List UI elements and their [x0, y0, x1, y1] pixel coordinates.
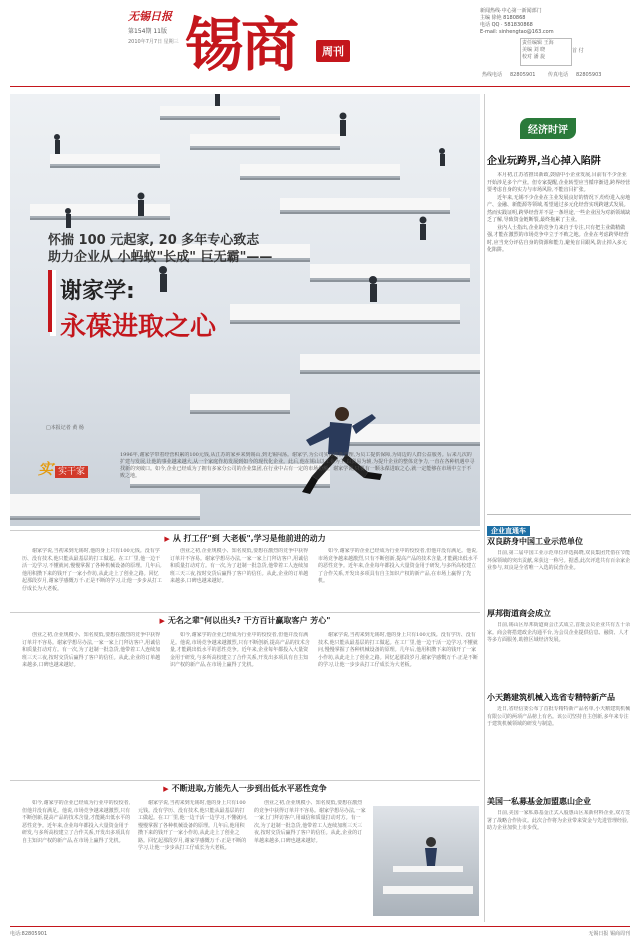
- hero-caption-text: 1996年,谢家学带着经营积累的100元钱,从江苏的家乡来到锡山,到无锡闯荡。谢家学,为公司实行创新管理,为员工提供保障,为周边的人群公益服务。后来几次的扩建与发展,让他的事业越来越大,从一个家庭作坊发展到如今的现代化企业。此后,他在锡山以工业为主,以贸易为辅,为提升企业的整体竞争力,一直在各种机遇中寻找新的突破口。如今,企业已经成为了拥有多家分公司的企业集团,在行业中占有一定的市场份额。谢家学说,只要有一颗永葆进取之心,就一定能够在市场中立于不败之地。: [120, 452, 475, 479]
- body-column: [254, 800, 366, 920]
- hero-name: 谢家学:: [60, 279, 135, 304]
- body-column: [318, 548, 478, 606]
- hotline-label: 热线电话: [482, 72, 503, 78]
- triangle-icon: ▶: [164, 535, 170, 543]
- runner-thumbnail: [373, 806, 479, 916]
- stamp-line: 校对 潘 旋: [522, 54, 546, 60]
- body-column: [138, 800, 248, 920]
- footer-left: 电话:82805901: [10, 931, 48, 937]
- info-line: 主编 徐艳 8180868: [480, 15, 526, 21]
- commentary-body: [487, 172, 631, 508]
- news-title: 美国一私募基金加盟惠山企业: [487, 797, 591, 806]
- body-column: [22, 548, 162, 606]
- hero-subtitle-line: 怀揣 100 元起家, 20 多年专心致志: [48, 233, 260, 248]
- body-column: [318, 632, 478, 774]
- header-rule: [10, 86, 630, 87]
- byline: □本报记者 黄 杨: [46, 425, 84, 431]
- section-rule: [10, 612, 480, 613]
- header-info: [480, 8, 630, 36]
- editor-stamp: [520, 38, 572, 66]
- news-item: [487, 622, 631, 686]
- body-column: [22, 800, 132, 920]
- masthead-title-text: 锡商: [185, 11, 298, 79]
- issue-number: 第154期 11版: [128, 28, 167, 35]
- news-item: [487, 550, 631, 602]
- body-column: [170, 632, 310, 774]
- hero-subtitle: [48, 232, 272, 266]
- body-text: 如今,谢家学的企业已经成为行业中的佼佼者,但他并没有满足。他说,市场竞争越来越激烈,只有不断创新,提高产品的技术含量,才能跳出低水平的恶性竞争。近年来,企业每年都投入大量资金用于研发,与多所高校建立了合作关系,开发出多项具有自主知识产权的新产品,在市场上赢得了先机。: [170, 632, 310, 668]
- triangle-icon: ▶: [163, 785, 169, 793]
- news-section-tag: [487, 518, 530, 537]
- section-rule: [10, 530, 480, 531]
- news-title: 小天鹅建筑机械入选省专精特新产品: [487, 693, 615, 702]
- info-line: 电话 QQ · 581830868: [480, 22, 533, 28]
- news-text: 日前,美国一家私募基金正式入股惠山区某新材料企业,双方签署了战略合作协议。此次合作将为企业带来资金与先进管理经验,助力企业加快上市步伐。: [487, 810, 631, 831]
- info-line: E-mail: sinhengtao@163.com: [480, 29, 554, 35]
- commentary-paragraph: 近年来,无锡不少企业在主业发展良好的情况下,纷纷进入房地产、金融、新能源等领域,希望通过多元化经营实现跨越式发展。然而实践证明,跨界经营并不是一条坦途,一些企业因为对新领域缺乏了解,导致资金链断裂,最终拖累了主业。: [487, 194, 631, 223]
- news-text: 日前,锡山区厚邦街道商会正式成立,首批会员企业共有五十余家。商会将搭建政企沟通平台,为会员企业提供信息、融资、人才等多方面服务,助推区域经济发展。: [487, 622, 631, 643]
- body-text: 如今,谢家学的企业已经成为行业中的佼佼者,但他并没有满足。他说,市场竞争越来越激烈,只有不断创新,提高产品的技术含量,才能跳出低水平的恶性竞争。近年来,企业每年都投入大量资金用于研发,与多所高校建立了合作关系,开发出多项具有自主知识产权的新产品,在市场上赢得了先机。: [318, 548, 478, 584]
- section-heading-text: 不断进取,方能先人一步到出低水平恶性竞争: [171, 784, 327, 793]
- news-title: 厚邦街道商会成立: [487, 609, 551, 618]
- body-column: [170, 548, 310, 606]
- paper-logo: 无锡日报: [128, 10, 172, 23]
- triangle-icon: ▶: [159, 617, 165, 625]
- section-heading: [10, 615, 480, 626]
- section-heading-text: 从 打工仔"到 大老板",学习是他前进的动力: [172, 534, 326, 543]
- commentary-title: 企业玩跨界,当心掉入陷阱: [487, 156, 601, 167]
- hero-title-bar: [48, 270, 52, 332]
- news-item: [487, 706, 631, 786]
- body-text: 创业之初,企业规模小、知名度低,要想在激烈的竞争中获得订单并不容易。谢家学想尽办法,一家一家上门拜访客户,用诚信和质量打动对方。有一次,为了赶制一批急货,他带着工人连续加班三天三夜,按时交货后赢得了客户的信任。从此,企业的订单越来越多,口碑也越来越好。: [22, 632, 161, 668]
- issue-date: 2010年7月7日 星期三: [128, 39, 179, 45]
- news-text: 日前,第二届中国工业示范单位评选揭晓,双良集团凭借在节能环保领域的突出贡献,荣获这一称号。据悉,此次评选共有百余家企业参与,双良是全省唯一入选的民营企业。: [487, 550, 631, 571]
- hotline-number: 82805901: [510, 72, 536, 78]
- section-rule: [10, 780, 480, 781]
- body-column: [22, 632, 162, 774]
- masthead-title: [185, 10, 325, 80]
- column-tag: [38, 458, 88, 479]
- section-heading-text: 无名之辈"何以出头? 干方百计赢取客户 芳心": [167, 616, 331, 625]
- hero-subtitle-line: 助力企业从 小蚂蚁"长成" 巨无霸"——: [48, 250, 273, 265]
- footer-right: 无锡日报 锡商周刊: [588, 931, 630, 937]
- body-text: 如今,谢家学的企业已经成为行业中的佼佼者,但他并没有满足。他说,市场竞争越来越激烈,只有不断创新,提高产品的技术含量,才能跳出低水平的恶性竞争。近年来,企业每年都投入大量资金用于研发,与多所高校建立了合作关系,开发出多项具有自主知识产权的新产品,在市场上赢得了先机。: [22, 800, 131, 844]
- hero-slogan: 永葆进取之心: [60, 312, 217, 342]
- fax-label: 传真电话: [548, 72, 569, 78]
- news-text: 近日,省经信委公布了首批专精特新产品名单,小天鹅建筑机械有限公司的两项产品榜上有名。该公司坚持自主创新,多年来专注于建筑机械领域的研发与制造。: [487, 706, 631, 727]
- body-text: 谢家学说,当初来到无锡时,他的身上只有100元钱。没有学历、没有技术,他只能从最基层的打工做起。在工厂里,他一边干活一边学习,不懂就问,慢慢掌握了各种机械设备的原理。几年后,他用积攒下来的钱开了一家小作坊,从此走上了创业之路。回忆起那段岁月,谢家学感慨万千:正是不断的学习,让他一步步从打工仔成长为大老板。: [138, 800, 248, 851]
- page-footer: [10, 926, 630, 941]
- section-rule: [487, 514, 631, 515]
- commentary-badge: 经济时评: [520, 118, 576, 139]
- commentary-paragraph: 业内人士指出,企业的竞争力来自于专注,只有把主业做精做强,才能在激烈的市场竞争中立于不败之地。企业在考虑跨界经营时,应当充分评估自身的资源和能力,避免盲目跟风,防止掉入多元化陷阱。: [487, 224, 629, 253]
- section-heading: [10, 533, 480, 544]
- news-item: [487, 810, 631, 920]
- column-tag-label: 实干家: [55, 466, 88, 478]
- info-line: 新闻热线·中心第一新闻部门: [480, 8, 542, 14]
- body-text: 谢家学说,当初来到无锡时,他的身上只有100元钱。没有学历、没有技术,他只能从最基层的打工做起。在工厂里,他一边干活一边学习,不懂就问,慢慢掌握了各种机械设备的原理。几年后,他用积攒下来的钱开了一家小作坊,从此走上了创业之路。回忆起那段岁月,谢家学感慨万千:正是不断的学习,让他一步步从打工仔成长为大老板。: [318, 632, 478, 668]
- weekly-label: 周刊: [316, 40, 350, 62]
- section-heading: [10, 783, 480, 794]
- fax-number: 82805903: [576, 72, 602, 78]
- stamp-note: 首 付: [572, 48, 584, 54]
- column-tag-glyph: 实: [38, 460, 54, 478]
- news-section-label: 企业直通车: [487, 526, 530, 536]
- body-text: 创业之初,企业规模小、知名度低,要想在激烈的竞争中获得订单并不容易。谢家学想尽办法,一家一家上门拜访客户,用诚信和质量打动对方。有一次,为了赶制一批急货,他带着工人连续加班三天三夜,按时交货后赢得了客户的信任。从此,企业的订单越来越多,口碑也越来越好。: [254, 800, 366, 844]
- stamp-line: 责任编辑 王海: [522, 40, 554, 46]
- news-title: 双良跻身中国工业示范单位: [487, 537, 583, 546]
- body-text: 创业之初,企业规模小、知名度低,要想在激烈的竞争中获得订单并不容易。谢家学想尽办法,一家一家上门拜访客户,用诚信和质量打动对方。有一次,为了赶制一批急货,他带着工人连续加班三天三夜,按时交货后赢得了客户的信任。从此,企业的订单越来越多,口碑也越来越好。: [170, 548, 309, 584]
- commentary-paragraph: 本月初,江苏省推出新政,鼓励中小企业发展,目前有不少企业开始涉足多个产业。但专家提醒,企业转型应当循序渐进,跨界经营要考虑自身的实力与市场风险,不能盲目扩张。: [487, 172, 631, 193]
- column-divider: [484, 94, 485, 922]
- hero-caption: [120, 452, 476, 524]
- body-text: 谢家学说,当初来到无锡时,他的身上只有100元钱。没有学历、没有技术,他只能从最基层的打工做起。在工厂里,他一边干活一边学习,不懂就问,慢慢掌握了各种机械设备的原理。几年后,他用积攒下来的钱开了一家小作坊,从此走上了创业之路。回忆起那段岁月,谢家学感慨万千:正是不断的学习,让他一步步从打工仔成长为大老板。: [22, 548, 162, 592]
- stamp-line: 美编 刘 晓: [522, 47, 546, 53]
- inset-photo: [373, 806, 479, 916]
